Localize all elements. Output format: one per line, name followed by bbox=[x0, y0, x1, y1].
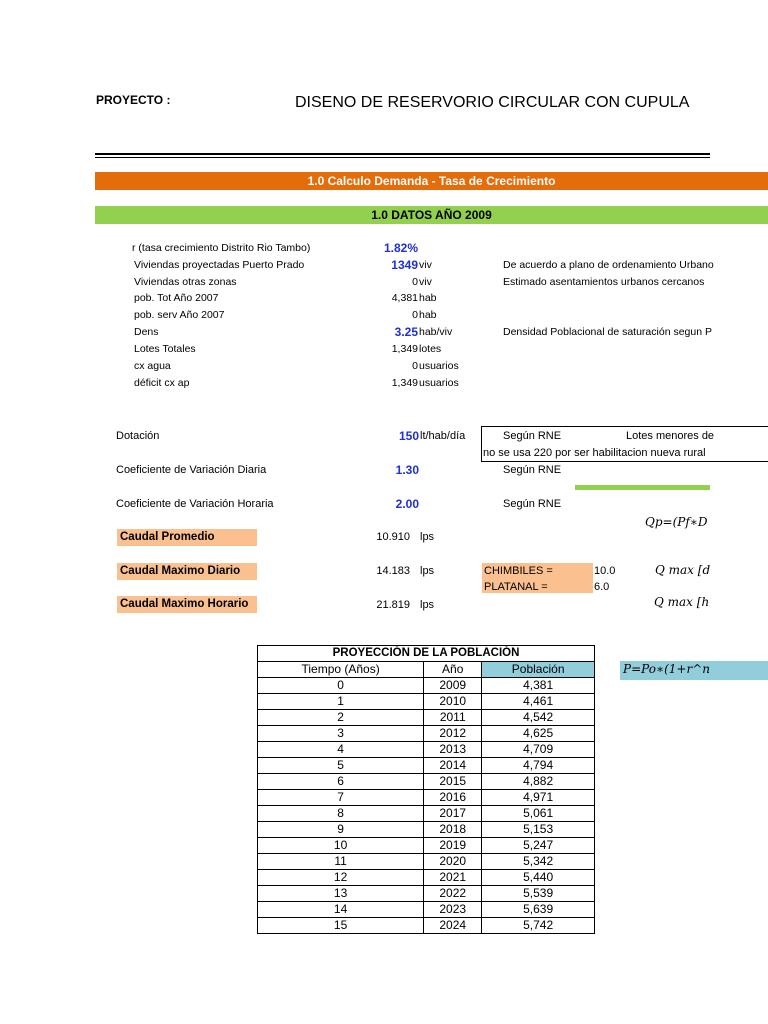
cell-tiempo: 11 bbox=[258, 854, 424, 870]
dotacion-value: 150 bbox=[398, 429, 419, 443]
datos-label: pob. Tot Año 2007 bbox=[134, 292, 219, 304]
table-row bbox=[258, 806, 595, 822]
cell-poblacion: 5,440 bbox=[482, 870, 595, 886]
green-strip bbox=[575, 485, 710, 490]
datos-unit: hab bbox=[419, 309, 437, 321]
section-title-bar: 1.0 Calculo Demanda - Tasa de Crecimiento bbox=[95, 172, 768, 190]
cell-ano: 2009 bbox=[424, 678, 482, 694]
datos-value: 3.25 bbox=[394, 325, 418, 339]
datos-unit: usuarios bbox=[419, 377, 459, 389]
datos-unit: lotes bbox=[419, 343, 442, 355]
datos-note: Estimado asentamientos urbanos cercanos bbox=[503, 276, 705, 288]
caudal-max-diario-label: Caudal Maximo Diario bbox=[120, 565, 241, 577]
cell-tiempo: 7 bbox=[258, 790, 424, 806]
caudal-max-diario-unit: lps bbox=[420, 565, 435, 577]
proyecto-label: PROYECTO : bbox=[96, 93, 171, 107]
cell-poblacion: 5,639 bbox=[482, 902, 595, 918]
caudal-max-diario-value: 14.183 bbox=[376, 565, 410, 577]
dotacion-unit: lt/hab/día bbox=[420, 430, 466, 442]
proyeccion-table bbox=[257, 645, 595, 934]
header-divider-thin bbox=[95, 157, 710, 158]
coef-diaria-label: Coeficiente de Variación Diaria bbox=[116, 464, 267, 476]
datos-label: Dens bbox=[134, 326, 159, 338]
datos-note: Densidad Poblacional de saturación segun P bbox=[503, 326, 712, 338]
caudal-promedio-cell bbox=[117, 529, 257, 546]
caudal-max-horario-label: Caudal Maximo Horario bbox=[120, 598, 249, 610]
datos-value: 0 bbox=[412, 360, 418, 372]
cell-poblacion: 4,542 bbox=[482, 710, 595, 726]
table-row bbox=[258, 774, 595, 790]
cell-ano: 2016 bbox=[424, 790, 482, 806]
table-row bbox=[258, 870, 595, 886]
cell-tiempo: 13 bbox=[258, 886, 424, 902]
header-divider bbox=[95, 153, 710, 155]
datos-label: Lotes Totales bbox=[134, 343, 196, 355]
qp-formula: Qp=(Pf∗D bbox=[645, 515, 708, 529]
cell-poblacion: 5,061 bbox=[482, 806, 595, 822]
cell-tiempo: 9 bbox=[258, 822, 424, 838]
caudal-max-horario-unit: lps bbox=[420, 599, 435, 611]
cell-ano: 2019 bbox=[424, 838, 482, 854]
coef-horaria-value: 2.00 bbox=[395, 497, 419, 511]
datos-value: 0 bbox=[412, 276, 418, 288]
caudal-max-horario-cell bbox=[117, 596, 257, 613]
table-row bbox=[258, 790, 595, 806]
cell-poblacion: 5,539 bbox=[482, 886, 595, 902]
table-row bbox=[258, 854, 595, 870]
caudal-max-diario-cell bbox=[117, 563, 257, 580]
coef-diaria-rne: Según RNE bbox=[503, 464, 562, 476]
chimbiles-label: CHIMBILES = bbox=[484, 565, 553, 577]
col-header-poblacion: Población bbox=[482, 662, 595, 678]
table-row bbox=[258, 758, 595, 774]
coef-horaria-label: Coeficiente de Variación Horaria bbox=[116, 498, 274, 510]
coef-diaria-value: 1.30 bbox=[395, 463, 419, 477]
qmd-formula: Q max [d bbox=[655, 563, 711, 577]
cell-ano: 2022 bbox=[424, 886, 482, 902]
cell-tiempo: 4 bbox=[258, 742, 424, 758]
caudal-promedio-unit: lps bbox=[420, 531, 435, 543]
cell-tiempo: 14 bbox=[258, 902, 424, 918]
coef-horaria-rne: Según RNE bbox=[503, 498, 562, 510]
caudal-promedio-value: 10.910 bbox=[376, 531, 410, 543]
cell-tiempo: 6 bbox=[258, 774, 424, 790]
cell-poblacion: 5,153 bbox=[482, 822, 595, 838]
table-row bbox=[258, 726, 595, 742]
cell-poblacion: 5,247 bbox=[482, 838, 595, 854]
datos-unit: viv bbox=[419, 259, 432, 271]
cell-poblacion: 4,882 bbox=[482, 774, 595, 790]
datos-unit: viv bbox=[419, 276, 432, 288]
table-row bbox=[258, 902, 595, 918]
cell-poblacion: 4,794 bbox=[482, 758, 595, 774]
datos-value: 0 bbox=[412, 309, 418, 321]
col-header-tiempo: Tiempo (Años) bbox=[258, 662, 424, 678]
cell-poblacion: 4,709 bbox=[482, 742, 595, 758]
cell-tiempo: 2 bbox=[258, 710, 424, 726]
section-subtitle-bar: 1.0 DATOS AÑO 2009 bbox=[95, 206, 768, 224]
datos-value: 1.82% bbox=[383, 241, 418, 255]
cell-poblacion: 4,625 bbox=[482, 726, 595, 742]
cell-ano: 2015 bbox=[424, 774, 482, 790]
cell-poblacion: 5,742 bbox=[482, 918, 595, 934]
cell-ano: 2018 bbox=[424, 822, 482, 838]
cell-ano: 2012 bbox=[424, 726, 482, 742]
datos-label: r (tasa crecimiento Distrito Rio Tambo) bbox=[132, 242, 311, 254]
cell-tiempo: 0 bbox=[258, 678, 424, 694]
datos-label: Viviendas otras zonas bbox=[134, 276, 237, 288]
qmh-formula: Q max [h bbox=[654, 595, 710, 609]
caudal-promedio-label: Caudal Promedio bbox=[120, 531, 215, 543]
dotacion-label: Dotación bbox=[116, 430, 160, 442]
datos-value: 1349 bbox=[391, 258, 418, 272]
cell-ano: 2017 bbox=[424, 806, 482, 822]
table-row bbox=[258, 694, 595, 710]
datos-value: 4,381 bbox=[391, 292, 418, 304]
datos-label: cx agua bbox=[134, 360, 171, 372]
datos-unit: hab/viv bbox=[419, 326, 453, 338]
cell-tiempo: 5 bbox=[258, 758, 424, 774]
cell-ano: 2011 bbox=[424, 710, 482, 726]
cell-tiempo: 15 bbox=[258, 918, 424, 934]
cell-tiempo: 1 bbox=[258, 694, 424, 710]
col-header-ano: Año bbox=[424, 662, 482, 678]
caudal-max-horario-value: 21.819 bbox=[376, 599, 410, 611]
cell-tiempo: 10 bbox=[258, 838, 424, 854]
dotacion-note: no se usa 220 por ser habilitacion nueva rural bbox=[483, 447, 706, 459]
cell-ano: 2013 bbox=[424, 742, 482, 758]
table-row bbox=[258, 742, 595, 758]
dotacion-rne: Según RNE bbox=[503, 430, 562, 442]
page-title: DISENO DE RESERVORIO CIRCULAR CON CUPULA bbox=[295, 94, 690, 111]
datos-value: 1,349 bbox=[391, 343, 418, 355]
cell-tiempo: 3 bbox=[258, 726, 424, 742]
cell-tiempo: 12 bbox=[258, 870, 424, 886]
table-row bbox=[258, 918, 595, 934]
table-row bbox=[258, 678, 595, 694]
datos-label: déficit cx ap bbox=[134, 377, 190, 389]
cell-poblacion: 4,461 bbox=[482, 694, 595, 710]
cell-ano: 2023 bbox=[424, 902, 482, 918]
cell-ano: 2024 bbox=[424, 918, 482, 934]
datos-unit: hab bbox=[419, 292, 437, 304]
datos-unit: usuarios bbox=[419, 360, 459, 372]
table-row bbox=[258, 710, 595, 726]
chimbiles-value: 10.0 bbox=[594, 565, 616, 577]
proyeccion-title: PROYECCIÓN DE LA POBLACIÓN bbox=[258, 646, 595, 662]
cell-ano: 2010 bbox=[424, 694, 482, 710]
cell-poblacion: 4,381 bbox=[482, 678, 595, 694]
lotes-note: Lotes menores de bbox=[626, 430, 715, 442]
cell-ano: 2014 bbox=[424, 758, 482, 774]
datos-note: De acuerdo a plano de ordenamiento Urbano bbox=[503, 259, 714, 271]
table-row bbox=[258, 886, 595, 902]
cell-ano: 2021 bbox=[424, 870, 482, 886]
cell-tiempo: 8 bbox=[258, 806, 424, 822]
cell-poblacion: 4,971 bbox=[482, 790, 595, 806]
datos-label: Viviendas proyectadas Puerto Prado bbox=[134, 259, 305, 271]
table-row bbox=[258, 838, 595, 854]
cell-poblacion: 5,342 bbox=[482, 854, 595, 870]
datos-label: pob. serv Año 2007 bbox=[134, 309, 225, 321]
platanal-value: 6.0 bbox=[594, 581, 610, 593]
table-row bbox=[258, 822, 595, 838]
cell-ano: 2020 bbox=[424, 854, 482, 870]
proyeccion-body bbox=[258, 678, 595, 934]
platanal-label: PLATANAL = bbox=[484, 581, 548, 593]
datos-value: 1,349 bbox=[391, 377, 418, 389]
poblacion-formula: P=Po∗(1+r^n bbox=[620, 661, 768, 680]
